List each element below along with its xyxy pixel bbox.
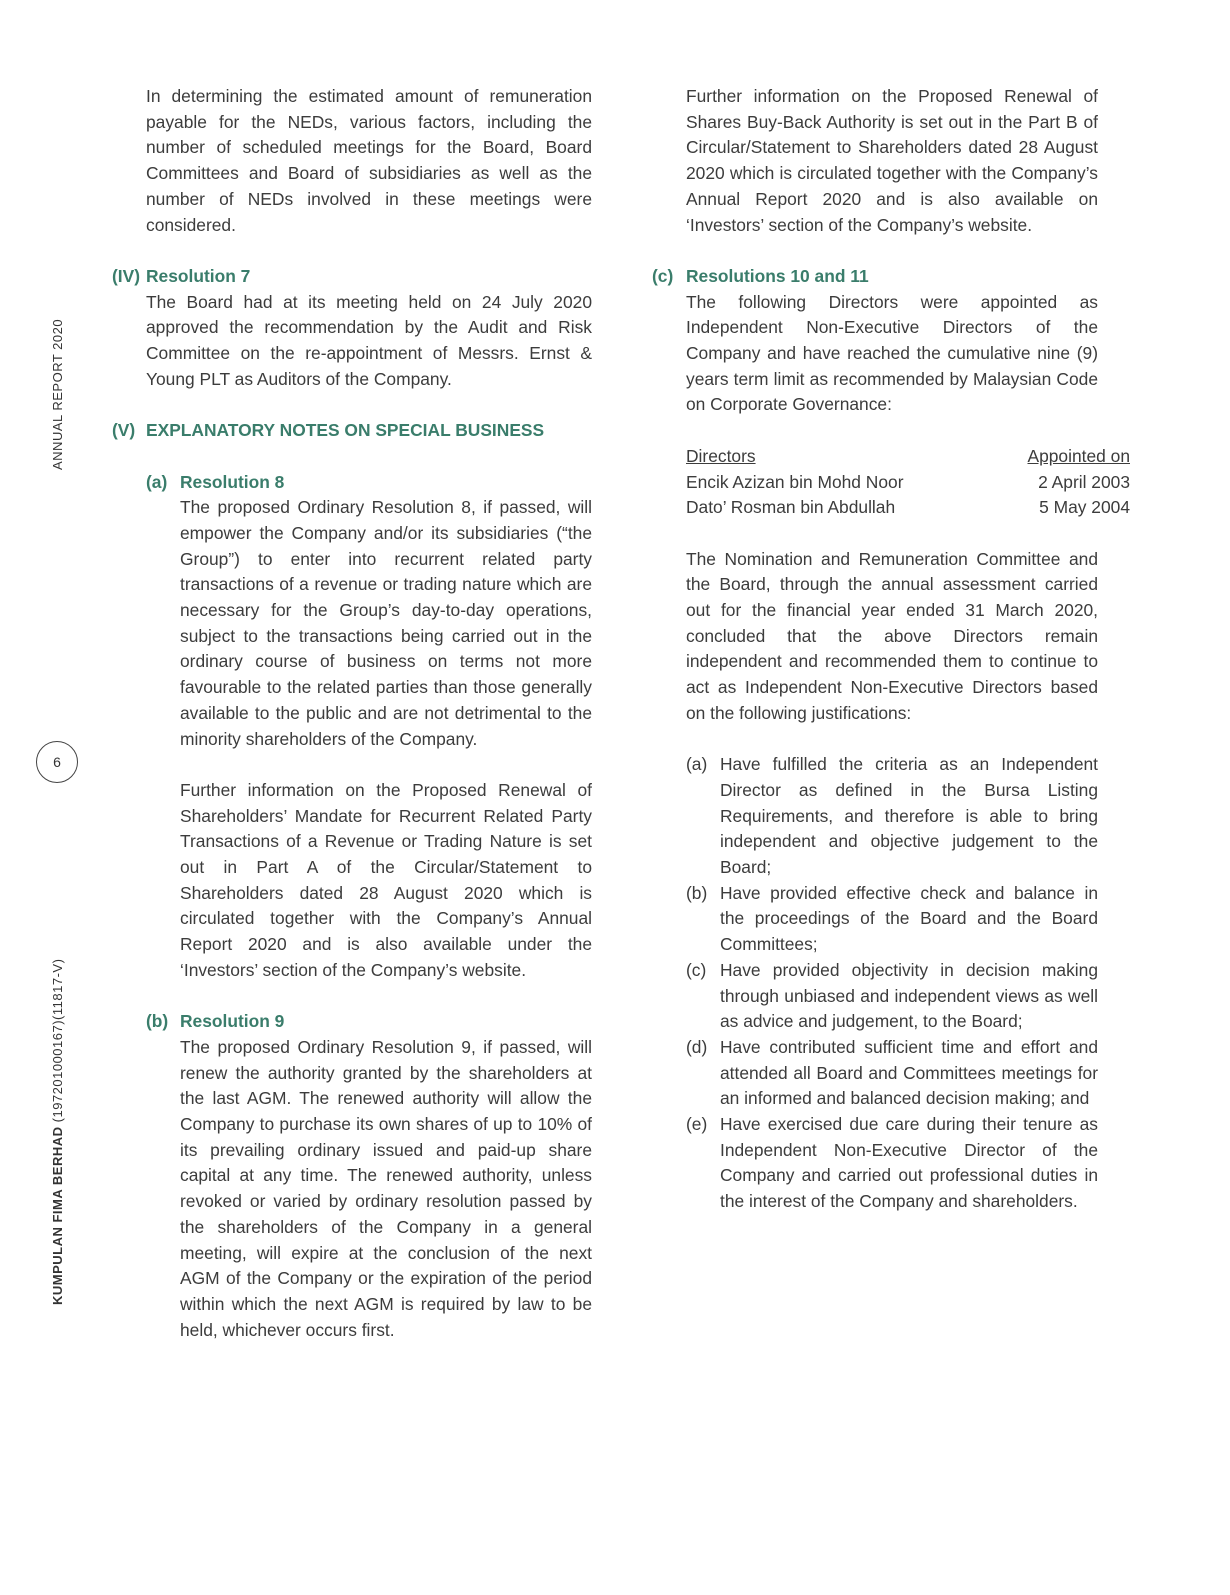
annual-report-label: ANNUAL REPORT 2020 bbox=[50, 318, 65, 470]
appointed-column-header: Appointed on bbox=[1027, 445, 1130, 466]
resolution-9-heading bbox=[146, 1009, 592, 1035]
remuneration-paragraph: In determining the estimated amount of remuneration payable for the NEDs, various factors, including the number of scheduled meetings for the Board, Board Committees and Board of subsidiaries as well as the number of NEDs involved in these meetings were considered. bbox=[146, 86, 592, 235]
resolution-8-title: Resolution 8 bbox=[180, 471, 285, 492]
justification-text: Have exercised due care during their tenure as Independent Non-Executive Director of the Company and carried out professional duties in the interest of the Company and shareholders. bbox=[720, 1114, 1098, 1212]
nrc-paragraph: The Nomination and Remuneration Committee and the Board, through the annual assessment carried out for the financial year ended 31 March 2020, concluded that the above Directors remain independent and recommended them to continue to act as Independent Non-Executive Directors based on the following justifications: bbox=[686, 548, 1098, 723]
page-number: 6 bbox=[36, 741, 78, 783]
justification-label: (b) bbox=[686, 882, 708, 903]
section-iv-heading bbox=[112, 264, 592, 290]
resolutions-10-11-heading bbox=[652, 264, 1098, 290]
justification-item bbox=[686, 1112, 1098, 1215]
share-buyback-paragraph: Further information on the Proposed Renewal of Shares Buy-Back Authority is set out in the Part B of Circular/Statement to Shareholders dated 28 August 2020 which is circulated together with the Company’s Annual Report 2020 and is also available on ‘Investors’ section of the Company’s website. bbox=[686, 86, 1098, 235]
justification-item bbox=[686, 752, 1098, 881]
resolution-9-label: (b) bbox=[146, 1011, 169, 1032]
table-row bbox=[686, 495, 1130, 521]
section-v-title: EXPLANATORY NOTES ON SPECIAL BUSINESS bbox=[146, 420, 545, 441]
resolutions-10-11-title: Resolutions 10 and 11 bbox=[686, 265, 869, 286]
directors-table bbox=[686, 444, 1130, 521]
resolution-7-paragraph: The Board had at its meeting held on 24 July 2020 approved the recommendation by the Audit and Risk Committee on the re-appointment of Messrs. Ernst & Young PLT as Auditors of the Company. bbox=[146, 291, 592, 389]
left-column bbox=[112, 84, 592, 1343]
justification-label: (a) bbox=[686, 754, 708, 775]
company-footer bbox=[50, 959, 65, 1305]
resolution-8-label: (a) bbox=[146, 471, 168, 492]
appointment-date: 5 May 2004 bbox=[1039, 497, 1130, 518]
resolutions-10-11-label: (c) bbox=[652, 265, 674, 286]
directors-column-header: Directors bbox=[686, 445, 756, 466]
director-name: Dato’ Rosman bin Abdullah bbox=[686, 497, 896, 518]
section-iv-title: Resolution 7 bbox=[146, 265, 251, 286]
director-name: Encik Azizan bin Mohd Noor bbox=[686, 471, 904, 492]
justification-label: (d) bbox=[686, 1036, 708, 1057]
company-name: KUMPULAN FIMA BERHAD bbox=[50, 1126, 65, 1305]
directors-appointed-paragraph: The following Directors were appointed as Independent Non-Executive Directors of the Company and have reached the cumulative nine (9) years term limit as recommended by Malaysian Code on Corporate Governance: bbox=[686, 291, 1098, 415]
justification-item bbox=[686, 958, 1098, 1035]
resolution-8-further-info: Further information on the Proposed Renewal of Shareholders’ Mandate for Recurrent Related Party Transactions of a Revenue or Trading Nature is set out in Part A of the Circular/Statement to Shareholders dated 28 August 2020 which is circulated together with the Company’s Annual Report 2020 and is also available under the ‘Investors’ section of the Company’s website. bbox=[180, 779, 592, 980]
resolution-8-paragraph: The proposed Ordinary Resolution 8, if passed, will empower the Company and/or its subsidiaries (“the Group”) to enter into recurrent related party transactions of a revenue or trading nature which are necessary for the Group’s day-to-day operations, subject to the transactions being carried out in the ordinary course of business on terms not more favourable to the related parties than those generally available to the public and are not detrimental to the minority shareholders of the Company. bbox=[180, 497, 592, 749]
section-v-label: (V) bbox=[112, 420, 136, 441]
company-registration: (197201000167)(11817-V) bbox=[50, 958, 65, 1123]
justification-text: Have contributed sufficient time and effort and attended all Board and Committees meetings for an informed and balanced decision making; and bbox=[720, 1036, 1098, 1109]
appointment-date: 2 April 2003 bbox=[1038, 471, 1130, 492]
resolution-9-paragraph: The proposed Ordinary Resolution 9, if passed, will renew the authority granted by the shareholders at the last AGM. The renewed authority will allow the Company to purchase its own shares of up to 10% of its prevailing ordinary issued and paid-up share capital at any time. The renewed authority, unless revoked or varied by ordinary resolution passed by the shareholders of the Company in a general meeting, will expire at the conclusion of the next AGM of the Company or the expiration of the period within which the next AGM is required by law to be held, whichever occurs first. bbox=[180, 1036, 592, 1340]
justification-item bbox=[686, 1035, 1098, 1112]
directors-table-header bbox=[686, 444, 1130, 470]
justification-label: (c) bbox=[686, 959, 707, 980]
justification-text: Have provided objectivity in decision making through unbiased and independent views as well as advice and judgement, to the Board; bbox=[720, 959, 1098, 1032]
justification-label: (e) bbox=[686, 1114, 708, 1135]
section-v-heading bbox=[112, 418, 592, 444]
section-iv-label: (IV) bbox=[112, 265, 141, 286]
justification-text: Have provided effective check and balance in the proceedings of the Board and the Board Committees; bbox=[720, 882, 1098, 955]
justification-item bbox=[686, 881, 1098, 958]
justification-text: Have fulfilled the criteria as an Independent Director as defined in the Bursa Listing Requirements, and therefore is able to bring independent and objective judgement to the Board; bbox=[720, 754, 1098, 878]
right-column bbox=[652, 84, 1130, 1215]
table-row bbox=[686, 470, 1130, 496]
resolution-9-title: Resolution 9 bbox=[180, 1011, 285, 1032]
resolution-8-heading bbox=[146, 470, 592, 496]
